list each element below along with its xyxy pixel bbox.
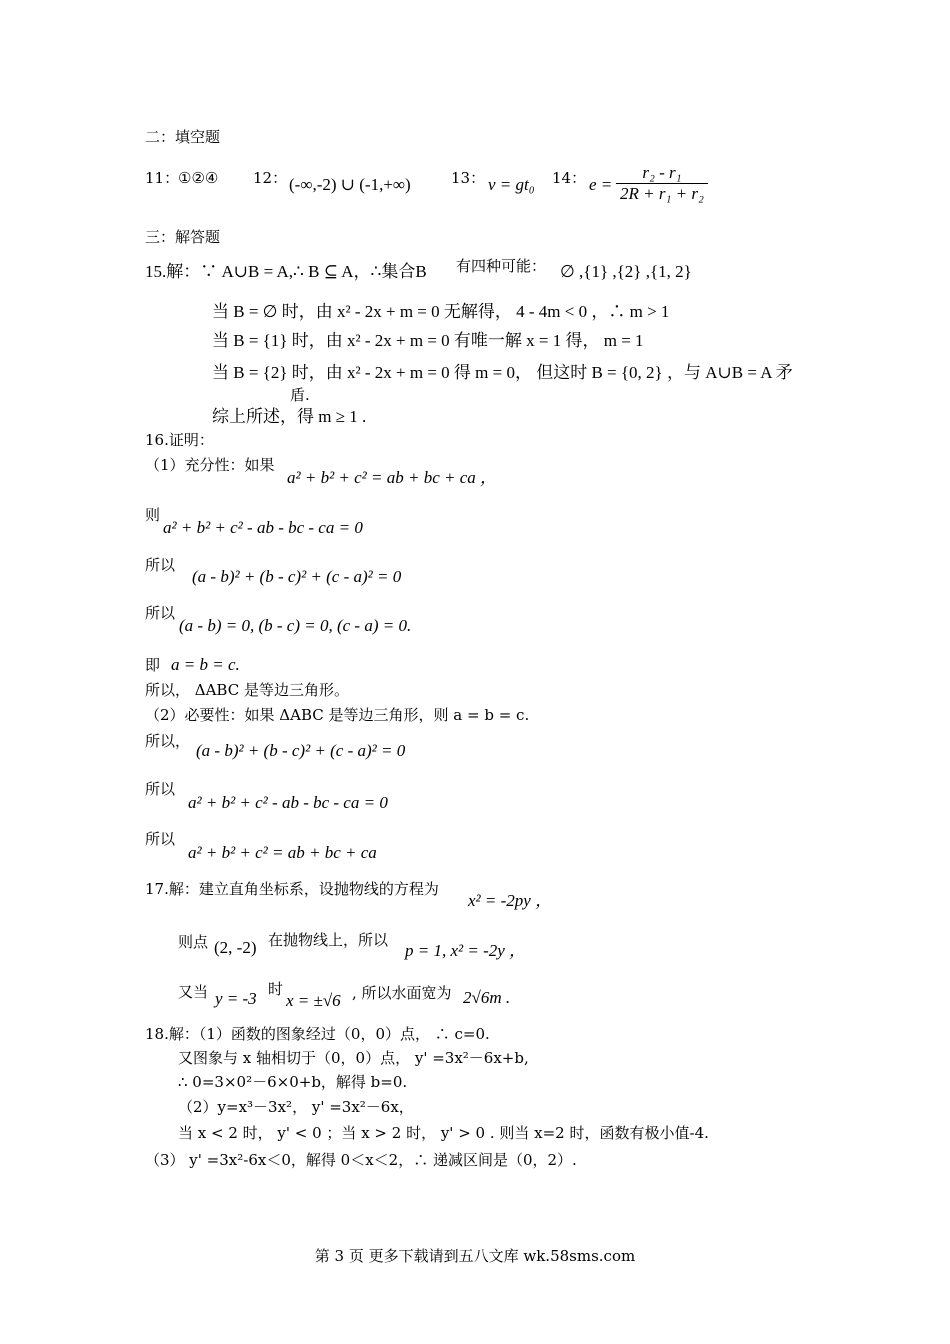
q16-ie-label: 即 bbox=[145, 656, 161, 674]
q15-conclusion: 综上所述，得 m ≥ 1 . bbox=[212, 407, 367, 426]
q17-head-eq: x² = -2py ， bbox=[468, 891, 553, 910]
page-footer: 第 3 页 更多下载请到五八文库 wk.58sms.com bbox=[314, 1247, 636, 1265]
q18-l5: 当 x < 2 时， y' < 0 ；当 x > 2 时， y' > 0 . 则当 x=2 时，函数有极小值-4. bbox=[178, 1124, 709, 1142]
q17-l1-a: 则点 bbox=[178, 933, 209, 951]
q16-so3-eq: (a - b)² + (b - c)² + (c - a)² = 0 bbox=[196, 741, 406, 760]
q17-l1-b: 在抛物线上，所以 bbox=[268, 931, 389, 949]
q15-case2: 当 B = {1} 时，由 x² - 2x + m = 0 有唯一解 x = 1 得， m = 1 bbox=[212, 331, 644, 350]
q15-head: 15.解：∵ A∪B = A,∴ B ⊆ A，∴集合B bbox=[145, 262, 427, 281]
q17-width: 2√6m . bbox=[463, 988, 511, 1007]
q16-so2-label: 所以 bbox=[145, 604, 176, 622]
q11-answer: ①②④ bbox=[178, 169, 219, 187]
q12-label: 12： bbox=[253, 169, 288, 187]
q16-so1-label: 所以 bbox=[145, 556, 176, 574]
q17-head: 17.解：建立直角坐标系，设抛物线的方程为 bbox=[145, 880, 439, 898]
q13-answer: v = gt₀ bbox=[488, 175, 535, 194]
q17-l2-a: 又当 bbox=[178, 983, 209, 1001]
section2-title: 二：填空题 bbox=[145, 128, 221, 146]
q15-sets: ∅ ,{1} ,{2} ,{1, 2} bbox=[560, 262, 692, 281]
q16-so5-eq: a² + b² + c² = ab + bc + ca bbox=[188, 843, 377, 862]
q13-label: 13： bbox=[451, 169, 486, 187]
q16-ie-eq: a = b = c. bbox=[171, 655, 240, 674]
q17-l2-c: , 所以水面宽为 bbox=[352, 984, 452, 1002]
q14-label: 14： bbox=[552, 169, 587, 187]
q16-then-eq: a² + b² + c² - ab - bc - ca = 0 bbox=[163, 518, 363, 537]
q16-p1-eq: a² + b² + c² = ab + bc + ca ， bbox=[287, 468, 498, 487]
q14-lhs: e = bbox=[589, 175, 613, 194]
q16-so3-label: 所以， bbox=[145, 732, 191, 750]
q17-point: (2, -2) bbox=[214, 938, 257, 957]
q18-l6: （3） y' =3x²-6x＜0，解得 0＜x＜2，∴ 递减区间是（0，2）. bbox=[145, 1151, 577, 1169]
q16-p2: （2）必要性：如果 ΔABC 是等边三角形，则 a = b = c. bbox=[145, 706, 530, 724]
q18-l3: ∴ 0=3×0²－6×0+b，解得 b=0. bbox=[178, 1073, 408, 1091]
q17-l1-eq: p = 1, x² = -2y ， bbox=[405, 941, 527, 960]
q16-so4-label: 所以 bbox=[145, 780, 176, 798]
q15-case3-cont: 盾. bbox=[290, 386, 310, 404]
q18-l2: 又图象与 x 轴相切于（0，0）点， y' =3x²－6x+b, bbox=[178, 1049, 529, 1067]
q14-fraction bbox=[616, 163, 708, 204]
q17-l2-x: x = ±√6 bbox=[286, 991, 341, 1010]
q15-case3: 当 B = {2} 时，由 x² - 2x + m = 0 得 m = 0， 但这时 B = {0, 2} ，与 A∪B = A 矛 bbox=[212, 363, 793, 382]
q16-head: 16.证明： bbox=[145, 431, 214, 449]
section3-title: 三：解答题 bbox=[145, 228, 221, 246]
q16-so5-label: 所以 bbox=[145, 830, 176, 848]
q16-so2-eq: (a - b) = 0, (b - c) = 0, (c - a) = 0. bbox=[179, 616, 412, 635]
q15-case1: 当 B = ∅ 时，由 x² - 2x + m = 0 无解得， 4 - 4m < 0 ，∴ m > 1 bbox=[212, 302, 670, 321]
q14-denominator: 2R + r₁ + r₂ bbox=[620, 184, 704, 203]
q18-l1: 18.解：（1）函数的图象经过（0，0）点， ∴ c=0. bbox=[145, 1025, 490, 1043]
q16-so4-eq: a² + b² + c² - ab - bc - ca = 0 bbox=[188, 793, 388, 812]
q11-label: 11： bbox=[145, 169, 180, 187]
q16-tri1: 所以， ΔABC 是等边三角形。 bbox=[145, 681, 349, 699]
q17-l2-y: y = -3 bbox=[215, 989, 257, 1008]
q12-answer: (-∞,-2) ∪ (-1,+∞) bbox=[289, 175, 411, 194]
q16-so1-eq: (a - b)² + (b - c)² + (c - a)² = 0 bbox=[192, 567, 402, 586]
q17-l2-b: 时 bbox=[268, 980, 284, 998]
q18-l4: （2）y=x³－3x²， y' =3x²－6x， bbox=[178, 1098, 414, 1116]
q16-p1-text: （1）充分性：如果 bbox=[145, 456, 275, 474]
q14-numerator: r₂ - r₁ bbox=[616, 163, 708, 184]
q16-then-label: 则 bbox=[145, 506, 161, 524]
q15-head-tail: 有四种可能： bbox=[456, 257, 547, 275]
